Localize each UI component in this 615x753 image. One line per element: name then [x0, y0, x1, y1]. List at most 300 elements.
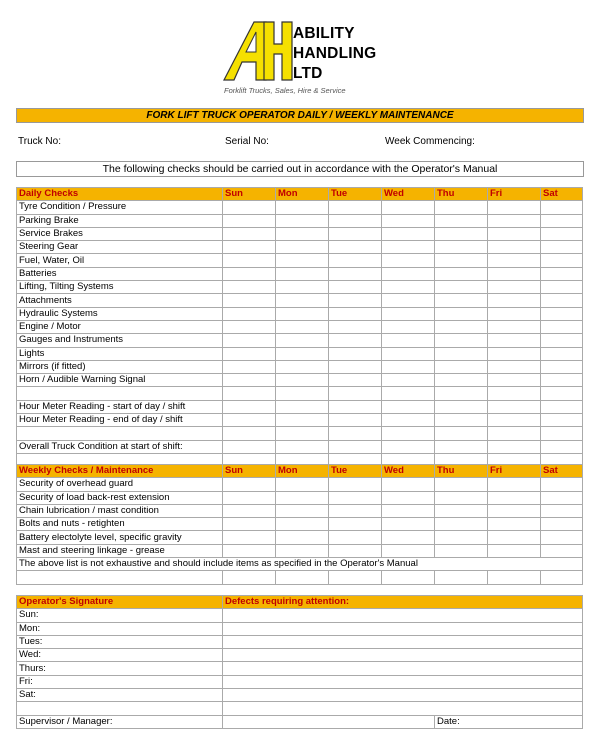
check-cell-sat[interactable]: [541, 307, 583, 320]
defects-cell[interactable]: [223, 649, 583, 662]
check-cell-fri[interactable]: [488, 491, 541, 504]
day-header-thu: Thu: [435, 188, 488, 201]
check-item-label: Security of load back-rest extension: [17, 491, 223, 504]
day-header-tue: Tue: [329, 465, 382, 478]
check-cell-sun[interactable]: [223, 504, 276, 517]
check-cell-sat[interactable]: [541, 531, 583, 544]
check-cell-tue[interactable]: [329, 531, 382, 544]
table-row: [17, 214, 583, 227]
blank-cell[interactable]: [541, 571, 583, 584]
check-cell-fri[interactable]: [488, 544, 541, 557]
table-row: [17, 571, 583, 584]
check-cell-wed[interactable]: [382, 531, 435, 544]
table-row: [17, 504, 583, 517]
check-cell-sun[interactable]: [223, 374, 276, 387]
check-cell-sun[interactable]: [223, 360, 276, 373]
check-cell-fri[interactable]: [488, 267, 541, 280]
check-cell-mon[interactable]: [276, 227, 329, 240]
company-name-line: LTD: [293, 65, 323, 82]
day-header-sat: Sat: [541, 465, 583, 478]
table-row: [17, 427, 583, 440]
weekly-header: Weekly Checks / Maintenance: [17, 465, 223, 478]
check-cell-sun[interactable]: [223, 281, 276, 294]
check-cell-mon[interactable]: [276, 387, 329, 400]
check-cell-sat[interactable]: [541, 254, 583, 267]
check-cell-thu[interactable]: [435, 281, 488, 294]
check-cell-tue[interactable]: [329, 427, 382, 440]
check-cell-tue[interactable]: [329, 334, 382, 347]
check-cell-thu[interactable]: [435, 334, 488, 347]
day-header-wed: Wed: [382, 188, 435, 201]
company-logo: [220, 18, 400, 98]
day-header-sun: Sun: [223, 188, 276, 201]
supervisor-label[interactable]: Supervisor / Manager:: [17, 715, 223, 728]
check-cell-sun[interactable]: [223, 347, 276, 360]
day-header-sun: Sun: [223, 465, 276, 478]
check-cell-mon[interactable]: [276, 518, 329, 531]
blank-cell[interactable]: [223, 571, 276, 584]
check-cell-fri[interactable]: [488, 227, 541, 240]
supervisor-row: [17, 715, 583, 728]
date-label[interactable]: Date:: [435, 715, 583, 728]
operator-manual-notice: The following checks should be carried out in accordance with the Operator's Manual: [16, 161, 584, 177]
check-cell-mon[interactable]: [276, 374, 329, 387]
day-header-wed: Wed: [382, 465, 435, 478]
defects-cell[interactable]: [223, 609, 583, 622]
table-row: [17, 414, 583, 427]
defects-cell[interactable]: [223, 662, 583, 675]
weekly-header-row: [17, 465, 583, 478]
check-cell-thu[interactable]: [435, 440, 488, 453]
signature-day-label[interactable]: Mon:: [17, 622, 223, 635]
check-cell-tue[interactable]: [329, 320, 382, 333]
check-cell-tue[interactable]: [329, 414, 382, 427]
serial-no-label: Serial No:: [225, 136, 269, 147]
check-cell-thu[interactable]: [435, 241, 488, 254]
form-title: FORK LIFT TRUCK OPERATOR DAILY / WEEKLY MAINTENANCE: [16, 108, 584, 123]
check-cell-fri[interactable]: [488, 387, 541, 400]
table-row: [17, 374, 583, 387]
check-item-label: Fuel, Water, Oil: [17, 254, 223, 267]
check-item-label: Hour Meter Reading - end of day / shift: [17, 414, 223, 427]
check-cell-sat[interactable]: [541, 491, 583, 504]
defects-cell[interactable]: [223, 689, 583, 702]
check-cell-wed[interactable]: [382, 360, 435, 373]
check-cell-wed[interactable]: [382, 478, 435, 491]
daily-header-row: [17, 188, 583, 201]
week-commencing-label: Week Commencing:: [385, 136, 475, 147]
weekly-footnote: The above list is not exhaustive and should include items as specified in the Operator's Manual: [17, 558, 583, 571]
check-cell-sat[interactable]: [541, 544, 583, 557]
check-cell-thu[interactable]: [435, 320, 488, 333]
signature-day-label[interactable]: Thurs:: [17, 662, 223, 675]
check-cell-sat[interactable]: [541, 427, 583, 440]
blank-cell[interactable]: [17, 702, 223, 715]
check-cell-thu[interactable]: [435, 347, 488, 360]
day-header-mon: Mon: [276, 188, 329, 201]
check-cell-thu[interactable]: [435, 227, 488, 240]
table-row: [17, 649, 583, 662]
check-cell-mon[interactable]: [276, 427, 329, 440]
check-cell-wed[interactable]: [382, 320, 435, 333]
table-row: [17, 334, 583, 347]
check-cell-tue[interactable]: [329, 254, 382, 267]
check-cell-wed[interactable]: [382, 281, 435, 294]
weekly-checks-table: [16, 464, 583, 585]
check-cell-sun[interactable]: [223, 440, 276, 453]
table-row: [17, 609, 583, 622]
check-cell-thu[interactable]: [435, 400, 488, 413]
check-cell-sun[interactable]: [223, 201, 276, 214]
day-header-fri: Fri: [488, 188, 541, 201]
day-header-fri: Fri: [488, 465, 541, 478]
check-item-label: Service Brakes: [17, 227, 223, 240]
check-cell-mon[interactable]: [276, 241, 329, 254]
check-cell-mon[interactable]: [276, 504, 329, 517]
check-cell-fri[interactable]: [488, 281, 541, 294]
check-cell-thu[interactable]: [435, 504, 488, 517]
check-cell-fri[interactable]: [488, 307, 541, 320]
check-cell-fri[interactable]: [488, 440, 541, 453]
check-cell-fri[interactable]: [488, 531, 541, 544]
check-cell-mon[interactable]: [276, 334, 329, 347]
table-row: [17, 558, 583, 571]
blank-cell[interactable]: [276, 571, 329, 584]
check-cell-mon[interactable]: [276, 491, 329, 504]
check-cell-sun[interactable]: [223, 414, 276, 427]
check-cell-tue[interactable]: [329, 374, 382, 387]
table-row: [17, 440, 583, 453]
day-header-tue: Tue: [329, 188, 382, 201]
signature-day-label[interactable]: Fri:: [17, 675, 223, 688]
check-cell-sun[interactable]: [223, 544, 276, 557]
check-cell-thu[interactable]: [435, 478, 488, 491]
check-cell-tue[interactable]: [329, 241, 382, 254]
check-cell-fri[interactable]: [488, 427, 541, 440]
check-cell-sun[interactable]: [223, 214, 276, 227]
check-cell-fri[interactable]: [488, 478, 541, 491]
table-row: [17, 478, 583, 491]
check-cell-mon[interactable]: [276, 440, 329, 453]
check-cell-wed[interactable]: [382, 544, 435, 557]
check-cell-sat[interactable]: [541, 241, 583, 254]
check-cell-sat[interactable]: [541, 334, 583, 347]
check-cell-wed[interactable]: [382, 267, 435, 280]
check-item-label: Hour Meter Reading - start of day / shift: [17, 400, 223, 413]
check-item-label: Lifting, Tilting Systems: [17, 281, 223, 294]
check-item-label: Engine / Motor: [17, 320, 223, 333]
check-cell-mon[interactable]: [276, 214, 329, 227]
check-cell-tue[interactable]: [329, 387, 382, 400]
table-row: [17, 294, 583, 307]
table-row: [17, 201, 583, 214]
table-row: [17, 635, 583, 648]
blank-cell[interactable]: [17, 571, 223, 584]
check-cell-wed[interactable]: [382, 387, 435, 400]
table-row: [17, 227, 583, 240]
company-name-line: ABILITY: [293, 25, 355, 42]
check-cell-fri[interactable]: [488, 294, 541, 307]
check-cell-sat[interactable]: [541, 400, 583, 413]
check-cell-sun[interactable]: [223, 320, 276, 333]
check-cell-wed[interactable]: [382, 214, 435, 227]
check-cell-mon[interactable]: [276, 347, 329, 360]
operator-signature-header: Operator's Signature: [17, 596, 223, 609]
check-cell-fri[interactable]: [488, 254, 541, 267]
check-cell-wed[interactable]: [382, 307, 435, 320]
blank-cell[interactable]: [382, 571, 435, 584]
signature-table: [16, 595, 583, 729]
check-item-label: [17, 387, 223, 400]
company-name: [293, 24, 376, 84]
check-cell-mon[interactable]: [276, 267, 329, 280]
check-item-label: Mast and steering linkage - grease: [17, 544, 223, 557]
daily-checks-table: [16, 187, 583, 467]
check-cell-wed[interactable]: [382, 294, 435, 307]
check-cell-thu[interactable]: [435, 254, 488, 267]
check-cell-mon[interactable]: [276, 531, 329, 544]
check-cell-mon[interactable]: [276, 294, 329, 307]
check-cell-sat[interactable]: [541, 320, 583, 333]
table-row: [17, 307, 583, 320]
check-cell-wed[interactable]: [382, 227, 435, 240]
check-item-label: Batteries: [17, 267, 223, 280]
table-row: [17, 267, 583, 280]
table-row: [17, 531, 583, 544]
table-row: [17, 400, 583, 413]
check-cell-sat[interactable]: [541, 478, 583, 491]
check-cell-fri[interactable]: [488, 334, 541, 347]
check-cell-mon[interactable]: [276, 414, 329, 427]
check-cell-thu[interactable]: [435, 414, 488, 427]
check-cell-wed[interactable]: [382, 241, 435, 254]
check-cell-wed[interactable]: [382, 334, 435, 347]
check-cell-tue[interactable]: [329, 294, 382, 307]
check-cell-sun[interactable]: [223, 307, 276, 320]
check-cell-tue[interactable]: [329, 347, 382, 360]
check-cell-sun[interactable]: [223, 387, 276, 400]
check-cell-thu[interactable]: [435, 360, 488, 373]
table-row: [17, 675, 583, 688]
check-cell-wed[interactable]: [382, 440, 435, 453]
table-row: [17, 241, 583, 254]
signature-header-row: [17, 596, 583, 609]
check-cell-wed[interactable]: [382, 414, 435, 427]
check-cell-fri[interactable]: [488, 320, 541, 333]
check-item-label: Parking Brake: [17, 214, 223, 227]
table-row: [17, 518, 583, 531]
check-cell-sun[interactable]: [223, 294, 276, 307]
check-cell-wed[interactable]: [382, 504, 435, 517]
check-cell-tue[interactable]: [329, 307, 382, 320]
signature-day-label[interactable]: Wed:: [17, 649, 223, 662]
check-cell-tue[interactable]: [329, 400, 382, 413]
table-row: [17, 347, 583, 360]
check-item-label: Gauges and Instruments: [17, 334, 223, 347]
check-cell-wed[interactable]: [382, 201, 435, 214]
day-header-mon: Mon: [276, 465, 329, 478]
ah-logo-icon: [220, 18, 295, 84]
check-cell-thu[interactable]: [435, 544, 488, 557]
table-row: [17, 254, 583, 267]
defects-cell[interactable]: [223, 622, 583, 635]
check-cell-wed[interactable]: [382, 347, 435, 360]
check-cell-thu[interactable]: [435, 531, 488, 544]
check-cell-tue[interactable]: [329, 227, 382, 240]
check-item-label: Chain lubrication / mast condition: [17, 504, 223, 517]
check-cell-fri[interactable]: [488, 347, 541, 360]
check-cell-thu[interactable]: [435, 387, 488, 400]
company-name-line: HANDLING: [293, 45, 377, 62]
check-item-label: Overall Truck Condition at start of shift:: [17, 440, 223, 453]
check-cell-sat[interactable]: [541, 281, 583, 294]
check-cell-sun[interactable]: [223, 400, 276, 413]
check-cell-mon[interactable]: [276, 360, 329, 373]
check-cell-sun[interactable]: [223, 531, 276, 544]
check-item-label: Battery electolyte level, specific gravity: [17, 531, 223, 544]
check-cell-mon[interactable]: [276, 544, 329, 557]
check-cell-tue[interactable]: [329, 544, 382, 557]
day-header-thu: Thu: [435, 465, 488, 478]
check-item-label: Tyre Condition / Pressure: [17, 201, 223, 214]
check-cell-tue[interactable]: [329, 360, 382, 373]
check-cell-sun[interactable]: [223, 518, 276, 531]
check-cell-fri[interactable]: [488, 214, 541, 227]
check-cell-sun[interactable]: [223, 491, 276, 504]
check-cell-sat[interactable]: [541, 267, 583, 280]
check-cell-mon[interactable]: [276, 254, 329, 267]
check-cell-tue[interactable]: [329, 281, 382, 294]
signature-day-label[interactable]: Sat:: [17, 689, 223, 702]
check-cell-mon[interactable]: [276, 307, 329, 320]
check-cell-thu[interactable]: [435, 374, 488, 387]
table-row: [17, 281, 583, 294]
check-cell-sat[interactable]: [541, 201, 583, 214]
check-cell-thu[interactable]: [435, 307, 488, 320]
table-row: [17, 544, 583, 557]
check-cell-thu[interactable]: [435, 214, 488, 227]
check-cell-mon[interactable]: [276, 281, 329, 294]
check-cell-sat[interactable]: [541, 360, 583, 373]
check-cell-fri[interactable]: [488, 201, 541, 214]
check-item-label: Attachments: [17, 294, 223, 307]
check-cell-sun[interactable]: [223, 334, 276, 347]
signature-day-label[interactable]: Tues:: [17, 635, 223, 648]
check-cell-wed[interactable]: [382, 374, 435, 387]
check-cell-thu[interactable]: [435, 267, 488, 280]
check-cell-sat[interactable]: [541, 518, 583, 531]
check-cell-tue[interactable]: [329, 504, 382, 517]
check-cell-sun[interactable]: [223, 267, 276, 280]
check-item-label: Security of overhead guard: [17, 478, 223, 491]
table-row: [17, 689, 583, 702]
check-cell-sun[interactable]: [223, 241, 276, 254]
day-header-sat: Sat: [541, 188, 583, 201]
check-cell-thu[interactable]: [435, 518, 488, 531]
check-item-label: Hydraulic Systems: [17, 307, 223, 320]
check-cell-tue[interactable]: [329, 491, 382, 504]
check-cell-thu[interactable]: [435, 201, 488, 214]
check-item-label: Bolts and nuts - retighten: [17, 518, 223, 531]
check-cell-mon[interactable]: [276, 478, 329, 491]
check-cell-tue[interactable]: [329, 267, 382, 280]
truck-no-label: Truck No:: [18, 136, 61, 147]
check-cell-thu[interactable]: [435, 491, 488, 504]
table-row: [17, 360, 583, 373]
check-cell-sat[interactable]: [541, 294, 583, 307]
check-cell-mon[interactable]: [276, 320, 329, 333]
table-row: [17, 387, 583, 400]
check-cell-thu[interactable]: [435, 294, 488, 307]
blank-cell[interactable]: [329, 571, 382, 584]
check-cell-sat[interactable]: [541, 214, 583, 227]
check-cell-mon[interactable]: [276, 400, 329, 413]
check-cell-fri[interactable]: [488, 504, 541, 517]
check-cell-tue[interactable]: [329, 214, 382, 227]
check-cell-sat[interactable]: [541, 347, 583, 360]
check-cell-sat[interactable]: [541, 387, 583, 400]
blank-cell[interactable]: [435, 571, 488, 584]
check-cell-wed[interactable]: [382, 400, 435, 413]
signature-day-label[interactable]: Sun:: [17, 609, 223, 622]
check-cell-sat[interactable]: [541, 440, 583, 453]
defects-header: Defects requiring attention:: [223, 596, 583, 609]
check-cell-sat[interactable]: [541, 227, 583, 240]
check-cell-sun[interactable]: [223, 254, 276, 267]
check-cell-tue[interactable]: [329, 201, 382, 214]
supervisor-signature-cell[interactable]: [223, 715, 435, 728]
check-cell-fri[interactable]: [488, 518, 541, 531]
check-cell-wed[interactable]: [382, 518, 435, 531]
check-cell-tue[interactable]: [329, 440, 382, 453]
check-cell-wed[interactable]: [382, 491, 435, 504]
check-cell-tue[interactable]: [329, 478, 382, 491]
check-cell-sat[interactable]: [541, 504, 583, 517]
check-cell-wed[interactable]: [382, 427, 435, 440]
check-item-label: Steering Gear: [17, 241, 223, 254]
check-item-label: [17, 427, 223, 440]
check-cell-sun[interactable]: [223, 478, 276, 491]
check-item-label: Mirrors (if fitted): [17, 360, 223, 373]
defects-cell[interactable]: [223, 635, 583, 648]
table-row: [17, 491, 583, 504]
check-cell-thu[interactable]: [435, 427, 488, 440]
table-row: [17, 320, 583, 333]
table-row: [17, 662, 583, 675]
check-item-label: Horn / Audible Warning Signal: [17, 374, 223, 387]
blank-cell[interactable]: [488, 571, 541, 584]
blank-cell[interactable]: [223, 702, 583, 715]
check-cell-fri[interactable]: [488, 374, 541, 387]
check-cell-fri[interactable]: [488, 360, 541, 373]
check-cell-sun[interactable]: [223, 427, 276, 440]
check-cell-fri[interactable]: [488, 414, 541, 427]
check-cell-fri[interactable]: [488, 241, 541, 254]
check-cell-mon[interactable]: [276, 201, 329, 214]
check-cell-sun[interactable]: [223, 227, 276, 240]
check-cell-wed[interactable]: [382, 254, 435, 267]
defects-cell[interactable]: [223, 675, 583, 688]
table-row: [17, 702, 583, 715]
check-cell-sat[interactable]: [541, 414, 583, 427]
check-cell-tue[interactable]: [329, 518, 382, 531]
company-tagline: Forklift Trucks, Sales, Hire & Service: [224, 86, 346, 95]
check-cell-fri[interactable]: [488, 400, 541, 413]
check-item-label: Lights: [17, 347, 223, 360]
table-row: [17, 622, 583, 635]
check-cell-sat[interactable]: [541, 374, 583, 387]
daily-header: Daily Checks: [17, 188, 223, 201]
